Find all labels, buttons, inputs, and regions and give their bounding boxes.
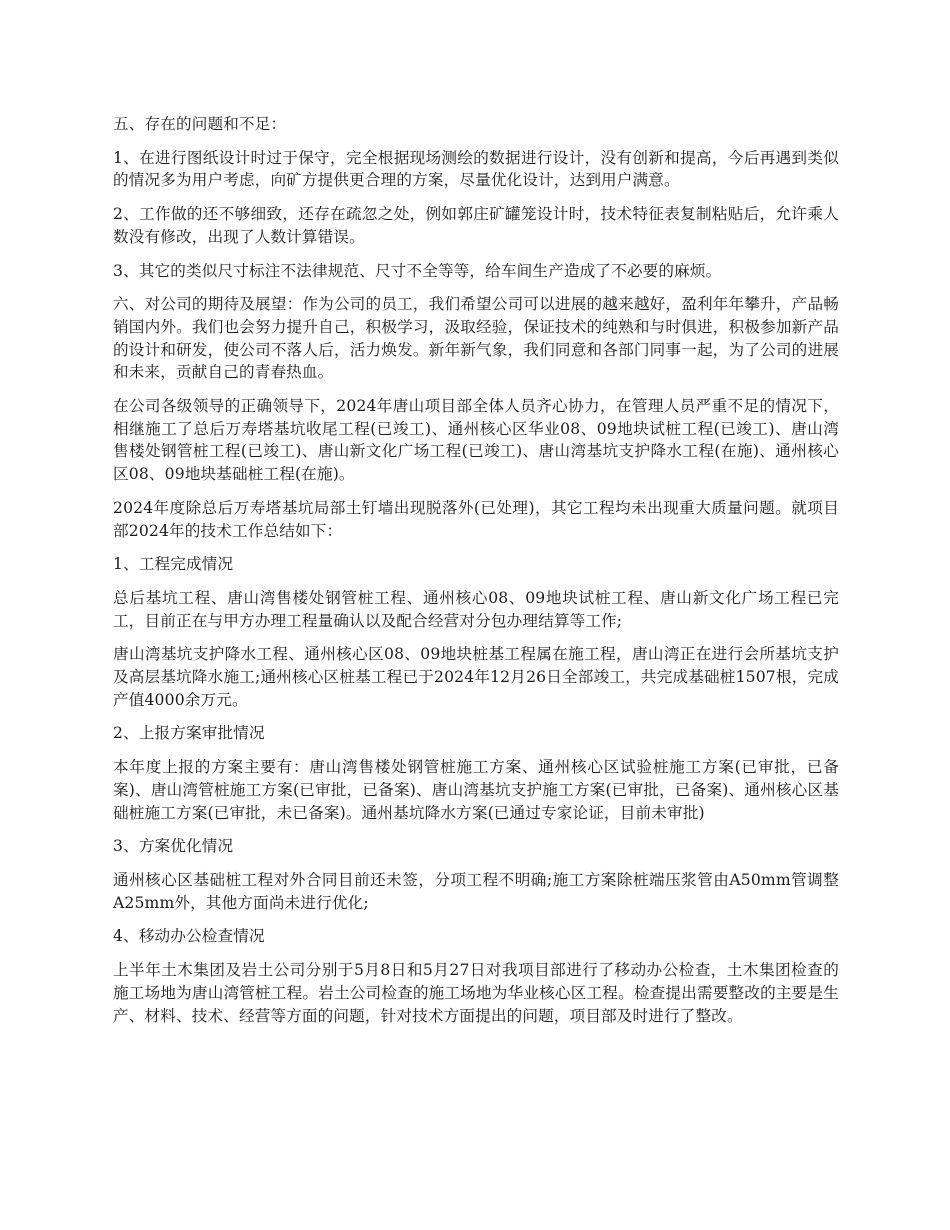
document-page [113, 113, 839, 1038]
paragraph-inspection: 上半年土木集团及岩土公司分别于5月8日和5月27日对我项目部进行了移动办公检查，土木集团检查的施工场地为唐山湾管桩工程。岩土公司检查的施工场地为华业核心区工程。检查提出需要整改的主要是生产、材料、技术、经营等方面的问题，针对技术方面提出的问题，项目部及时进行了整改。 [113, 961, 839, 1025]
section-heading-problems: 五、存在的问题和不足： [113, 115, 287, 133]
paragraph-problem-3: 3、其它的类似尺寸标注不法律规范、尺寸不全等等，给车间生产造成了不必要的麻烦。 [113, 261, 722, 280]
subheading-optimization: 3、方案优化情况 [113, 837, 234, 856]
paragraph-completed-works: 总后基坑工程、唐山湾售楼处钢管桩工程、通州核心08、09地块试桩工程、唐山新文化广场工程已完工，目前正在与甲方办理工程量确认以及配合经营对分包办理结算等工作; [113, 588, 839, 630]
paragraph-quality-summary: 2024年度除总后万寿塔基坑局部土钉墙出现脱落外(已处理)，其它工程均未出现重大质量问题。就项目部2024年的技术工作总结如下： [113, 498, 839, 540]
paragraph-optimization: 通州核心区基础桩工程对外合同目前还未签，分项工程不明确;施工方案除桩端压浆管由A50mm管调整A25mm外，其他方面尚未进行优化; [113, 870, 839, 912]
paragraph-problem-2: 2、工作做的还不够细致，还存在疏忽之处，例如郭庄矿罐笼设计时，技术特征表复制粘贴后，允许乘人数没有修改，出现了人数计算错误。 [113, 205, 839, 246]
paragraph-project-overview: 在公司各级领导的正确领导下，2024年唐山项目部全体人员齐心协力，在管理人员严重不足的情况下，相继施工了总后万寿塔基坑收尾工程(已竣工)、通州核心区华业08、09地块试桩工程(已竣工)、唐山湾售楼处钢管桩工程(已竣工)、唐山新文化广场工程(已竣工)、唐山湾基坑支护降水工程(在施)、通州核心区08、09地块基础桩工程(在施)。 [113, 397, 839, 484]
paragraph-problem-1: 1、在进行图纸设计时过于保守，完全根据现场测绘的数据进行设计，没有创新和提高，今后再遇到类似的情况多为用户考虑，向矿方提供更合理的方案，尽量优化设计，达到用户满意。 [113, 148, 839, 190]
subheading-inspection: 4、移动办公检查情况 [113, 927, 265, 946]
paragraph-approval: 本年度上报的方案主要有：唐山湾售楼处钢管桩施工方案、通州核心区试验桩施工方案(已审批，已备案)、唐山湾管桩施工方案(已审批，已备案)、唐山湾基坑支护施工方案(已审批，已备案)、通州核心区基础桩施工方案(已审批，未已备案)。通州基坑降水方案(已通过专家论证，目前未审批) [113, 758, 839, 822]
subheading-approval: 2、上报方案审批情况 [113, 724, 265, 743]
paragraph-ongoing-works: 唐山湾基坑支护降水工程、通州核心区08、09地块桩基工程属在施工程，唐山湾正在进行会所基坑支护及高层基坑降水施工;通州核心区桩基工程已于2024年12月26日全部竣工，共完成基础桩1507根，完成产值4000余万元。 [113, 645, 839, 709]
paragraph-expectations: 六、对公司的期待及展望：作为公司的员工，我们希望公司可以进展的越来越好，盈利年年攀升，产品畅销国内外。我们也会努力提升自己，积极学习，汲取经验，保证技术的纯熟和与时俱进，积极参加新产品的设计和研发，使公司不落人后，活力焕发。新年新气象，我们同意和各部门同事一起，为了公司的进展和未来，贡献自己的青春热血。 [113, 295, 839, 382]
subheading-completion: 1、工程完成情况 [113, 555, 234, 574]
